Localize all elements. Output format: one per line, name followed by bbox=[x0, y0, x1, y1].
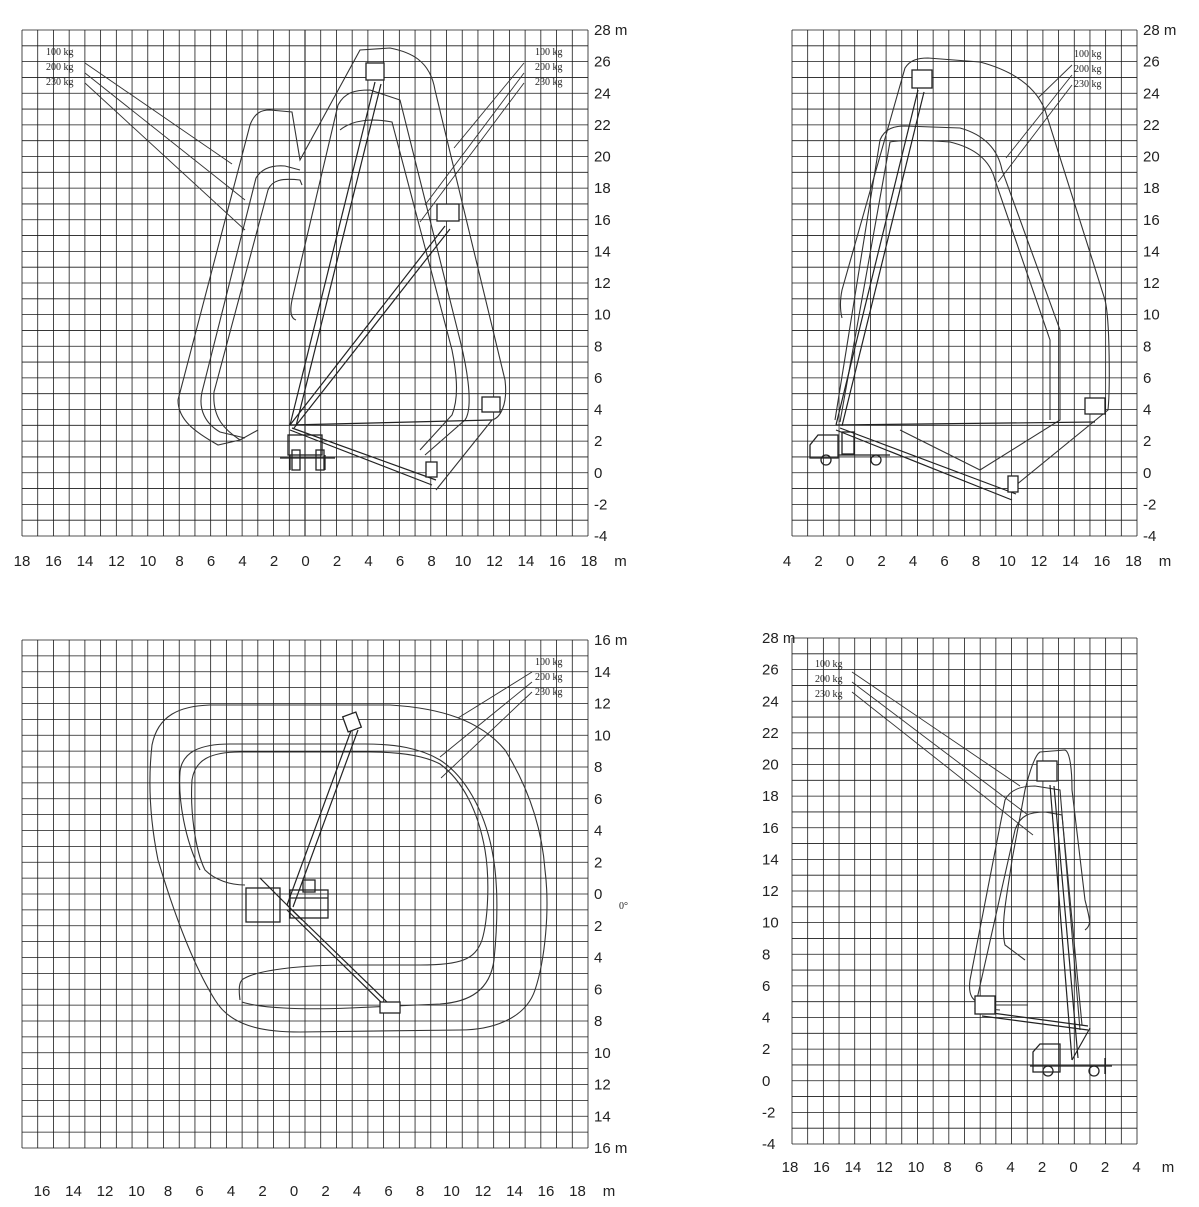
y-tick-label: 18 bbox=[1143, 180, 1160, 198]
y-tick-label: -4 bbox=[594, 528, 608, 545]
y-tick-label: 8 bbox=[594, 338, 603, 356]
top-view-y-axis bbox=[594, 632, 627, 1157]
x-tick-label: 16 bbox=[45, 553, 62, 570]
y-tick-label: 14 bbox=[594, 663, 611, 681]
load-label: 100 kg bbox=[535, 657, 563, 668]
x-tick-label: 0 bbox=[845, 553, 855, 570]
y-tick-label: 2 bbox=[762, 1041, 771, 1059]
y-tick-label: -2 bbox=[1143, 496, 1157, 514]
y-tick-label: 28 m bbox=[762, 630, 796, 647]
x-tick-label: 8 bbox=[175, 553, 184, 570]
x-tick-label: 10 bbox=[139, 553, 157, 570]
y-tick-label: 24 bbox=[762, 693, 779, 711]
x-tick-label: m bbox=[614, 553, 627, 570]
y-tick-label: -2 bbox=[594, 496, 608, 514]
y-tick-label: 4 bbox=[762, 1009, 771, 1027]
load-label: 230 kg bbox=[535, 687, 563, 698]
x-tick-label: 18 bbox=[580, 553, 598, 570]
y-tick-label: 14 bbox=[594, 243, 611, 261]
x-tick-label: 10 bbox=[454, 553, 472, 570]
top-view-x-axis bbox=[34, 1183, 616, 1200]
y-tick-label: 22 bbox=[1143, 116, 1160, 134]
y-tick-label: 4 bbox=[594, 822, 603, 840]
load-label: 100 kg bbox=[815, 659, 843, 670]
x-tick-label: 12 bbox=[876, 1159, 893, 1176]
rear-view-baskets bbox=[912, 70, 1105, 492]
x-tick-label: 10 bbox=[128, 1183, 145, 1200]
y-tick-label: 6 bbox=[594, 790, 603, 808]
y-tick-label: 2 bbox=[594, 917, 603, 935]
x-tick-label: 2 bbox=[814, 553, 823, 570]
y-tick-label: 16 bbox=[762, 819, 779, 837]
load-label: 200 kg bbox=[1074, 64, 1102, 75]
x-tick-label: 16 bbox=[537, 1183, 555, 1200]
angle-label: 0° bbox=[619, 901, 628, 912]
y-tick-label: 18 bbox=[762, 788, 779, 806]
x-tick-label: 4 bbox=[364, 553, 373, 570]
y-tick-label: 6 bbox=[594, 369, 603, 387]
x-tick-label: 8 bbox=[943, 1159, 952, 1176]
rear-view-pointers bbox=[998, 65, 1072, 182]
top-view-grid bbox=[22, 640, 588, 1148]
y-tick-label: 12 bbox=[594, 1076, 611, 1094]
y-tick-label: 4 bbox=[594, 949, 603, 967]
front-view-panel bbox=[762, 630, 1174, 1176]
x-tick-label: 14 bbox=[844, 1159, 862, 1176]
x-tick-label: 2 bbox=[332, 553, 342, 570]
load-label: 100 kg bbox=[535, 47, 563, 58]
top-view-machine bbox=[246, 880, 328, 922]
x-tick-label: 8 bbox=[415, 1183, 425, 1200]
x-tick-label: 12 bbox=[486, 553, 503, 570]
side-view-load-legend-right bbox=[535, 47, 563, 88]
y-tick-label: 8 bbox=[594, 759, 603, 776]
y-tick-label: -4 bbox=[1143, 528, 1157, 545]
load-label: 100 kg bbox=[46, 47, 74, 58]
x-tick-label: 4 bbox=[1132, 1159, 1141, 1176]
x-tick-label: 4 bbox=[1006, 1159, 1015, 1176]
load-label: 200 kg bbox=[535, 672, 563, 683]
rear-view-load-legend bbox=[1074, 49, 1102, 90]
x-tick-label: 12 bbox=[1030, 553, 1048, 570]
y-tick-label: 10 bbox=[594, 727, 611, 745]
x-tick-label: 0 bbox=[301, 553, 310, 570]
side-view-panel bbox=[14, 22, 628, 570]
y-tick-label: 0 bbox=[594, 464, 603, 482]
y-tick-label: 20 bbox=[1143, 148, 1160, 166]
load-label: 230 kg bbox=[1074, 79, 1102, 90]
load-label: 200 kg bbox=[46, 62, 74, 73]
x-tick-label: 2 bbox=[877, 553, 886, 570]
x-tick-label: 6 bbox=[384, 1183, 393, 1200]
x-tick-label: 6 bbox=[206, 553, 216, 570]
y-tick-label: 12 bbox=[594, 695, 611, 713]
y-tick-label: 4 bbox=[1143, 401, 1152, 419]
x-tick-label: m bbox=[1161, 1159, 1175, 1176]
x-tick-label: 12 bbox=[108, 553, 125, 570]
top-view-booms bbox=[260, 728, 390, 1008]
x-tick-label: 18 bbox=[13, 553, 31, 570]
y-tick-label: 20 bbox=[762, 756, 779, 774]
x-tick-label: 12 bbox=[96, 1183, 114, 1200]
x-tick-label: 14 bbox=[1062, 553, 1079, 570]
y-tick-label: 12 bbox=[594, 275, 611, 292]
y-tick-label: 28 m bbox=[594, 22, 628, 39]
x-tick-label: 14 bbox=[76, 553, 94, 570]
front-view-grid bbox=[792, 638, 1137, 1144]
top-view-load-legend bbox=[535, 657, 563, 698]
y-tick-label: 12 bbox=[762, 883, 779, 900]
load-label: 230 kg bbox=[815, 689, 843, 700]
x-tick-label: 16 bbox=[1093, 553, 1111, 570]
y-tick-label: 0 bbox=[594, 886, 603, 903]
x-tick-label: 16 bbox=[549, 553, 566, 570]
y-tick-label: 22 bbox=[762, 724, 779, 742]
y-tick-label: 20 bbox=[594, 148, 611, 166]
x-tick-label: 6 bbox=[395, 553, 405, 570]
y-tick-label: -2 bbox=[762, 1104, 776, 1122]
y-tick-label: 24 bbox=[594, 85, 611, 103]
top-view-panel bbox=[22, 632, 628, 1200]
y-tick-label: 10 bbox=[1143, 306, 1160, 324]
y-tick-label: 10 bbox=[594, 1044, 611, 1062]
x-tick-label: 6 bbox=[940, 553, 949, 570]
y-tick-label: 2 bbox=[594, 433, 603, 451]
y-tick-label: 16 m bbox=[594, 1140, 628, 1157]
rear-view-panel bbox=[783, 22, 1177, 570]
y-tick-label: 16 m bbox=[594, 632, 628, 649]
x-tick-label: 18 bbox=[1125, 553, 1142, 570]
x-tick-label: 0 bbox=[1069, 1159, 1078, 1176]
y-tick-label: 2 bbox=[594, 854, 603, 872]
y-tick-label: 14 bbox=[594, 1108, 611, 1126]
y-tick-label: -4 bbox=[762, 1136, 776, 1153]
y-tick-label: 24 bbox=[1143, 85, 1160, 103]
y-tick-label: 4 bbox=[594, 401, 603, 419]
y-tick-label: 8 bbox=[1143, 338, 1152, 356]
x-tick-label: 14 bbox=[65, 1183, 82, 1200]
x-tick-label: 4 bbox=[238, 553, 247, 570]
y-tick-label: 14 bbox=[1143, 243, 1160, 261]
side-view-booms bbox=[290, 82, 492, 485]
y-tick-label: 16 bbox=[594, 211, 611, 229]
x-tick-label: 8 bbox=[163, 1183, 173, 1200]
y-tick-label: 18 bbox=[594, 180, 611, 198]
x-tick-label: 4 bbox=[352, 1183, 362, 1200]
x-tick-label: 4 bbox=[226, 1183, 236, 1200]
x-tick-label: 8 bbox=[427, 553, 436, 570]
y-tick-label: 26 bbox=[594, 53, 611, 71]
top-view-envelopes bbox=[150, 705, 547, 1032]
y-tick-label: 10 bbox=[762, 914, 779, 932]
x-tick-label: 10 bbox=[443, 1183, 460, 1200]
x-tick-label: 10 bbox=[907, 1159, 925, 1176]
x-tick-label: 14 bbox=[517, 553, 535, 570]
y-tick-label: 14 bbox=[762, 851, 779, 869]
load-label: 230 kg bbox=[535, 77, 563, 88]
y-tick-label: 6 bbox=[762, 977, 771, 995]
rear-view-x-axis bbox=[783, 553, 1171, 570]
y-tick-label: 16 bbox=[1143, 211, 1160, 229]
load-label: 200 kg bbox=[815, 674, 843, 685]
x-tick-label: 16 bbox=[33, 1183, 51, 1200]
x-tick-label: 14 bbox=[506, 1183, 523, 1200]
load-label: 230 kg bbox=[46, 77, 74, 88]
x-tick-label: 4 bbox=[782, 553, 792, 570]
side-view-load-legend-left bbox=[46, 47, 74, 88]
front-view-y-axis bbox=[762, 630, 795, 1153]
y-tick-label: 10 bbox=[594, 306, 611, 324]
front-view-load-legend bbox=[815, 659, 843, 700]
x-tick-label: 12 bbox=[474, 1183, 492, 1200]
rear-view-truck bbox=[810, 432, 890, 465]
front-view-x-axis bbox=[782, 1159, 1175, 1176]
x-tick-label: m bbox=[602, 1183, 616, 1200]
side-view-y-axis bbox=[594, 22, 627, 545]
y-tick-label: 2 bbox=[1143, 433, 1152, 451]
load-label: 200 kg bbox=[535, 62, 563, 73]
x-tick-label: 18 bbox=[781, 1159, 799, 1176]
x-tick-label: 2 bbox=[269, 553, 279, 570]
x-tick-label: 16 bbox=[813, 1159, 830, 1176]
side-view-x-axis bbox=[14, 553, 627, 570]
y-tick-label: 12 bbox=[1143, 275, 1160, 292]
x-tick-label: 4 bbox=[908, 553, 918, 570]
y-tick-label: 8 bbox=[594, 1013, 603, 1030]
x-tick-label: 2 bbox=[1100, 1159, 1110, 1176]
rear-view-booms bbox=[836, 90, 1095, 500]
y-tick-label: 0 bbox=[762, 1072, 771, 1090]
y-tick-label: 28 m bbox=[1143, 22, 1177, 39]
front-view-pointers bbox=[852, 672, 1033, 835]
y-tick-label: 6 bbox=[1143, 369, 1152, 387]
x-tick-label: 6 bbox=[195, 1183, 204, 1200]
x-tick-label: 6 bbox=[974, 1159, 984, 1176]
load-label: 100 kg bbox=[1074, 49, 1102, 60]
x-tick-label: m bbox=[1158, 553, 1172, 570]
x-tick-label: 2 bbox=[1037, 1159, 1047, 1176]
y-tick-label: 22 bbox=[594, 116, 611, 134]
rear-view-y-axis bbox=[1143, 22, 1176, 545]
x-tick-label: 2 bbox=[258, 1183, 267, 1200]
x-tick-label: 2 bbox=[321, 1183, 330, 1200]
y-tick-label: 8 bbox=[762, 946, 771, 964]
x-tick-label: 8 bbox=[971, 553, 981, 570]
y-tick-label: 0 bbox=[1143, 464, 1152, 482]
x-tick-label: 0 bbox=[289, 1183, 299, 1200]
x-tick-label: 18 bbox=[569, 1183, 586, 1200]
y-tick-label: 26 bbox=[1143, 53, 1160, 71]
y-tick-label: 26 bbox=[762, 661, 779, 679]
y-tick-label: 6 bbox=[594, 981, 603, 999]
x-tick-label: 10 bbox=[999, 553, 1016, 570]
